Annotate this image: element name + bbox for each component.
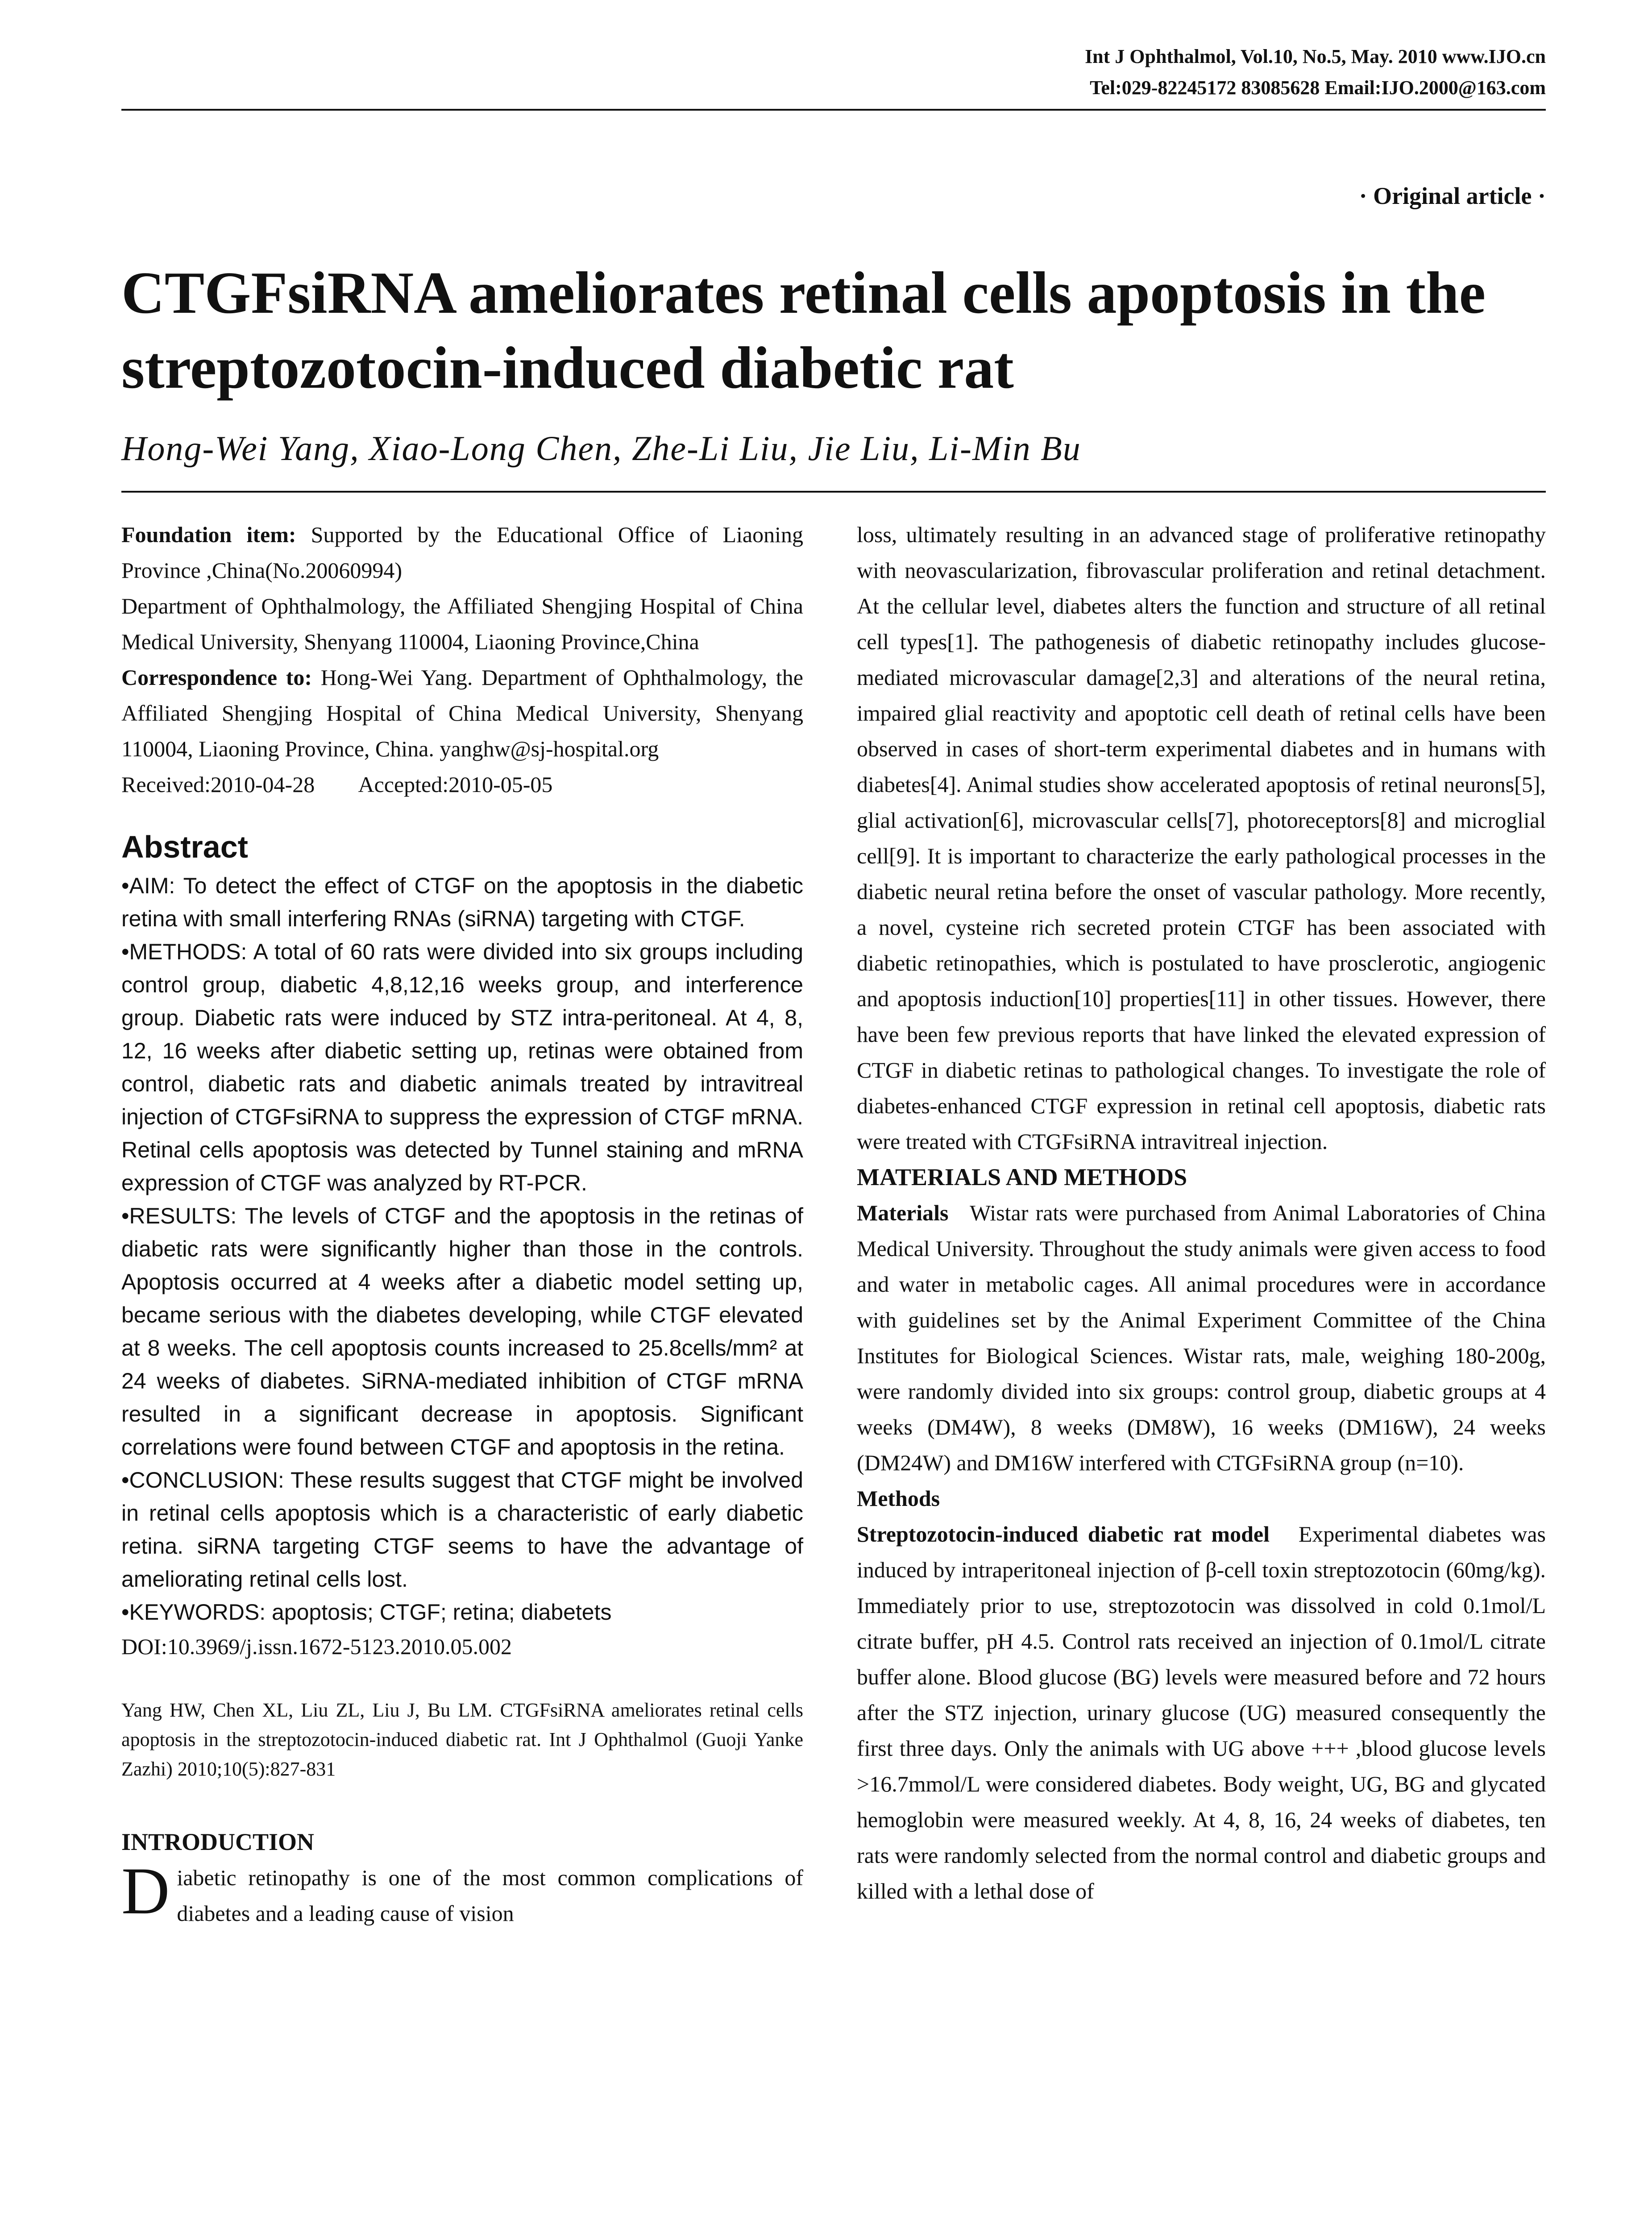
- abstract-results: •RESULTS: The levels of CTGF and the apoptosis in the retinas of diabetic rats were significantly higher than those in the controls. Apoptosis occurred at 4 weeks after a diabetic model setting up, became serious with the diabetes developing, while CTGF elevated at 8 weeks. The cell apoptosis counts increased to 25.8cells/mm² at 24 weeks of diabetes. SiRNA-mediated inhibition of CTGF mRNA resulted in a significant decrease in apoptosis. Significant correlations were found between CTGF and apoptosis in the retina.: [121, 1203, 803, 1460]
- abstract-aim: •AIM: To detect the effect of CTGF on the apoptosis in the diabetic retina with small interfering RNAs (siRNA) targeting with CTGF.: [121, 873, 803, 931]
- intro-paragraph: [121, 1854, 803, 1931]
- title-rule: [121, 491, 1546, 493]
- materials-label: Materials: [857, 1200, 949, 1225]
- abstract-conclusion: •CONCLUSION: These results suggest that CTGF might be involved in retinal cells apoptosis which is a characteristic of early diabetic retina. siRNA targeting CTGF seems to have the advantage of ameliorating retinal cells lost.: [121, 1468, 803, 1592]
- abstract-heading: Abstract: [121, 829, 248, 864]
- foundation-label: Foundation item:: [121, 522, 296, 547]
- intro-text: iabetic retinopathy is one of the most common complications of diabetes and a leading cause of vision: [177, 1865, 803, 1926]
- correspondence-text: Hong-Wei Yang. Department of Ophthalmology, the Affiliated Shengjing Hospital of China Medical University, Shenyang 110004, Liaoning Province, China. yanghw@sj-hospital.org: [121, 665, 803, 761]
- paper-title: CTGFsiRNA ameliorates retinal cells apoptosis in the streptozotocin-induced diabetic rat: [121, 260, 1486, 401]
- materials-methods-heading: MATERIALS AND METHODS: [857, 1164, 1187, 1190]
- drop-cap: D: [121, 1854, 170, 1928]
- intro-heading: INTRODUCTION: [121, 1829, 315, 1855]
- correspondence-label: Correspondence to:: [121, 665, 312, 690]
- doi: DOI:10.3969/j.issn.1672-5123.2010.05.002: [121, 1634, 512, 1659]
- foundation-item: [121, 517, 803, 588]
- foundation-text: Supported by the Educational Office of Liaoning Province ,China(No.20060994): [121, 522, 803, 583]
- contact-header: Tel:029-82245172 83085628 Email:IJO.2000@163.com: [1090, 77, 1546, 99]
- stz-paragraph: [857, 1516, 1552, 1909]
- materials-text: Wistar rats were purchased from Animal Laboratories of China Medical University. Throughout the study animals were given access to food and water in metabolic cages. All animal procedures were in accordance with guidelines set by the Animal Experiment Committee of the China Institutes for Biological Sciences. Wistar rats, male, weighing 180-200g, were randomly divided into six groups: control group, diabetic groups at 4 weeks (DM4W), 8 weeks (DM8W), 16 weeks (DM16W), 24 weeks (DM24W) and DM16W interfered with CTGFsiRNA group (n=10).: [857, 1200, 1552, 1475]
- materials-paragraph: [857, 1195, 1552, 1480]
- article-type: · Original article ·: [1359, 182, 1546, 209]
- dates: Received:2010-04-28 Accepted:2010-05-05: [121, 772, 553, 797]
- stz-text: Experimental diabetes was induced by intraperitoneal injection of β-cell toxin streptozotocin (60mg/kg). Immediately prior to use, streptozotocin was dissolved in cold 0.1mol/L citrate buffer, pH 4.5. Control rats received an injection of 0.1mol/L citrate buffer alone. Blood glucose (BG) levels were measured before and 72 hours after the STZ injection, urinary glucose (UG) measured consequently the first three days. Only the animals with UG above +++ ,blood glucose levels >16.7mmol/L were considered diabetes. Body weight, UG, BG and glycated hemoglobin were measured weekly. At 4, 8, 16, 24 weeks of diabetes, ten rats were randomly selected from the normal control and diabetic groups and killed with a lethal dose of: [857, 1522, 1552, 1903]
- abstract-methods: •METHODS: A total of 60 rats were divided into six groups including control group, diabetic 4,8,12,16 weeks group, and interference group. Diabetic rats were induced by STZ intra-peritoneal. At 4, 8, 12, 16 weeks after diabetic setting up, retinas were obtained from control, diabetic rats and diabetic animals treated by intravitreal injection of CTGFsiRNA to suppress the expression of CTGF mRNA. Retinal cells apoptosis was detected by Tunnel staining and mRNA expression of CTGF was analyzed by RT-PCR.: [121, 939, 803, 1195]
- right-column: [857, 517, 1552, 1909]
- intro-continued: loss, ultimately resulting in an advanced stage of proliferative retinopathy with neovascularization, fibrovascular proliferation and retinal detachment. At the cellular level, diabetes alters the function and structure of all retinal cell types[1]. The pathogenesis of diabetic retinopathy includes glucose-mediated microvascular damage[2,3] and alterations of the neural retina, impaired glial reactivity and apoptotic cell death of retinal cells have been observed in cases of short-term experimental diabetes and in humans with diabetes[4]. Animal studies show accelerated apoptosis of retinal neurons[5], glial activation[6], microvascular cells[7], photoreceptors[8] and microglial cell[9]. It is important to characterize the early pathological processes in the diabetic neural retina before the onset of vascular pathology. More recently, a novel, cysteine rich secreted protein CTGF has been associated with diabetic retinopathies, which is postulated to have prosclerotic, angiogenic and apoptosis induction[10] properties[11] in other tissues. However, there have been few previous reports that have linked the elevated expression of CTGF in diabetic retinas to pathological changes. To investigate the role of diabetes-enhanced CTGF expression in retinal cell apoptosis, diabetic rats were treated with CTGFsiRNA intravitreal injection.: [857, 522, 1546, 1154]
- abstract-keywords: •KEYWORDS: apoptosis; CTGF; retina; diabetets: [121, 1600, 612, 1625]
- journal-header: Int J Ophthalmol, Vol.10, No.5, May. 2010 www.IJO.cn: [1085, 46, 1546, 67]
- header-rule: [121, 109, 1546, 111]
- correspondence: [121, 659, 803, 767]
- citation: Yang HW, Chen XL, Liu ZL, Liu J, Bu LM. CTGFsiRNA ameliorates retinal cells apoptosis in the streptozotocin-induced diabetic rat. Int J Ophthalmol (Guoji Yanke Zazhi) 2010;10(5):827-831: [121, 1699, 803, 1780]
- department: Department of Ophthalmology, the Affiliated Shengjing Hospital of China Medical University, Shenyang 110004, Liaoning Province,China: [121, 593, 803, 654]
- left-column: [121, 517, 803, 1931]
- stz-label: Streptozotocin-induced diabetic rat model: [857, 1522, 1270, 1547]
- author-list: Hong-Wei Yang, Xiao-Long Chen, Zhe-Li Liu, Jie Liu, Li-Min Bu: [121, 429, 1081, 468]
- methods-heading: Methods: [857, 1486, 940, 1511]
